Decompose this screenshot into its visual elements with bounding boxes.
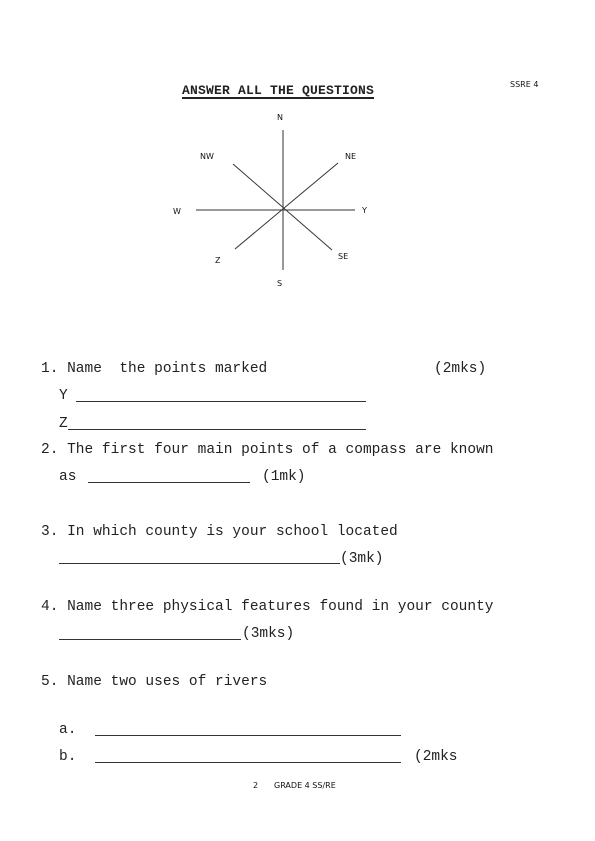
page-title: ANSWER ALL THE QUESTIONS (182, 83, 375, 98)
question-5-text: 5. Name two uses of rivers (41, 674, 268, 690)
answer-5a-label: a. (59, 722, 77, 738)
compass-label-z: Z (215, 256, 221, 265)
answer-z-field[interactable] (68, 418, 366, 430)
compass-label-n: N (277, 113, 283, 122)
footer-label: GRADE 4 SS/RE (274, 781, 336, 790)
question-2-marks: (1mk) (262, 469, 306, 485)
answer-2-field[interactable] (88, 471, 250, 483)
compass-label-y: Y (362, 206, 367, 215)
footer-page-number: 2 (253, 781, 259, 790)
answer-4-field[interactable] (59, 628, 241, 640)
question-4-text: 4. Name three physical features found in your county (41, 599, 494, 615)
question-4-marks: (3mks) (242, 626, 295, 642)
compass-label-s: S (277, 279, 283, 288)
sw-ne-line (235, 163, 338, 249)
question-2-prefix: as (59, 469, 77, 485)
answer-y-label: Y (59, 388, 68, 404)
answer-z-label: Z (59, 416, 68, 432)
compass-label-se: SE (338, 252, 349, 261)
compass-label-ne: NE (345, 152, 357, 161)
question-3-text: 3. In which county is your school located (41, 524, 398, 540)
question-2-text: 2. The first four main points of a compass are known (41, 442, 494, 458)
answer-5b-field[interactable] (95, 751, 401, 763)
question-1-marks: (2mks) (434, 361, 487, 377)
compass-diagram (160, 100, 400, 300)
question-3-marks: (3mk) (340, 551, 384, 567)
compass-label-nw: NW (200, 152, 214, 161)
answer-3-field[interactable] (59, 552, 340, 564)
answer-y-field[interactable] (76, 390, 366, 402)
answer-5a-field[interactable] (95, 724, 401, 736)
question-5-marks: (2mks (414, 749, 458, 765)
question-1-text: 1. Name the points marked (41, 361, 268, 377)
answer-5b-label: b. (59, 749, 77, 765)
paper-code: SSRE 4 (510, 80, 539, 89)
compass-label-w: W (173, 207, 181, 216)
